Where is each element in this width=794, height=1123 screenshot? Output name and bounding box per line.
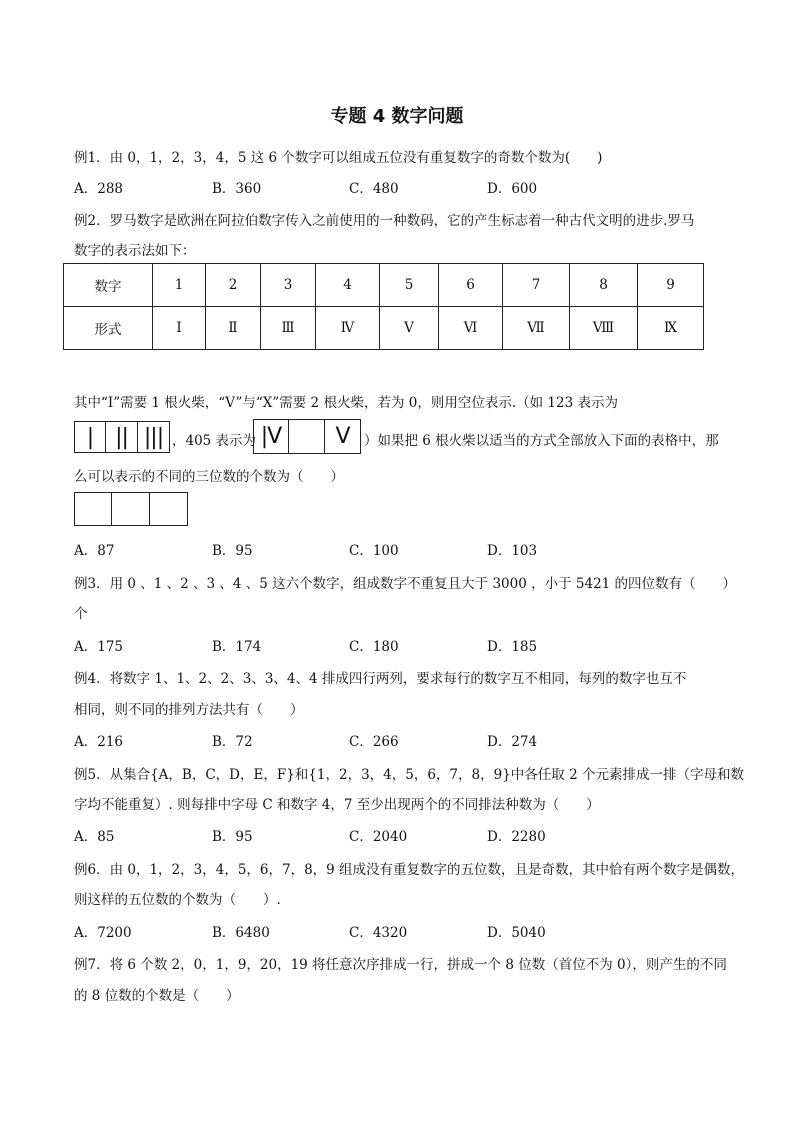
table-cell: Ⅵ — [439, 307, 503, 350]
ex4-question-line1: 例4．将数字 1、1、2、2、3、3、4、4 排成四行两列，要求每行的数字互不相同，每列的数字也互不 — [74, 671, 687, 687]
ex2-option-b: B．95 — [212, 543, 253, 559]
answer-grid — [74, 492, 188, 526]
table-row — [64, 307, 704, 350]
ex2-question-line1: 例2．罗马数字是欧洲在阿拉伯数字传入之前使用的一种数码，它的产生标志着一种古代文明的进步.罗马 — [74, 213, 695, 229]
ex5-question-line1: 例5．从集合{A，B，C，D，E，F}和{1，2，3，4，5，6，7，8，9}中各任取 2 个元素排成一排（字母和数 — [74, 767, 744, 783]
table-cell: 9 — [638, 264, 704, 307]
ex3-question-line1: 例3．用 0 、1 、2 、3 、4 、5 这六个数字，组成数字不重复且大于 3000 ，小于 5421 的四位数有（ ） — [74, 576, 737, 592]
ex7-question-line1: 例7．将 6 个数 2，0，1，9，20，19 将任意次序排成一行，拼成一个 8 位数（首位不为 0），则产生的不同 — [74, 957, 727, 973]
ex4-option-c: C．266 — [349, 734, 399, 750]
matchstick-example-123 — [74, 421, 170, 453]
ex3-option-b: B．174 — [212, 639, 262, 655]
table-cell: 8 — [570, 264, 638, 307]
roman-numeral-table — [63, 263, 704, 350]
matchstick-cell: ||| — [138, 421, 170, 453]
matchstick-cell — [289, 419, 325, 454]
ex2-text-405-label: ，405 表示为 — [172, 433, 257, 449]
matchstick-example-405 — [253, 419, 361, 454]
table-cell: Ⅸ — [638, 307, 704, 350]
ex5-option-a: A．85 — [74, 829, 115, 845]
table-cell: 形式 — [64, 307, 153, 350]
matchstick-cell: V — [325, 419, 361, 454]
matchstick-cell: | — [74, 421, 106, 453]
ex6-option-d: D．5040 — [487, 925, 546, 941]
ex6-question-line2: 则这样的五位数的个数为（ ）. — [74, 892, 281, 908]
table-cell: 数字 — [64, 264, 153, 307]
ex6-question-line1: 例6．由 0，1，2，3，4，5，6，7，8，9 组成没有重复数字的五位数，且是奇数，其中恰有两个数字是偶数， — [74, 862, 745, 878]
ex2-text-line1: 其中“Ⅰ”需要 1 根火柴，“V”与“X”需要 2 根火柴，若为 0，则用空位表示.（如 123 表示为 — [74, 395, 618, 411]
ex1-option-d: D．600 — [487, 181, 538, 197]
ex2-text-line3: 么可以表示的不同的三位数的个数为（ ） — [74, 469, 344, 485]
ex1-option-c: C．480 — [349, 181, 399, 197]
ex1-question: 例1．由 0，1，2，3，4，5 这 6 个数字可以组成五位没有重复数字的奇数个数为( ) — [74, 150, 603, 166]
ex2-option-c: C．100 — [349, 543, 399, 559]
page-title: 专题 4 数字问题 — [330, 106, 464, 127]
answer-grid-cell — [150, 492, 188, 526]
ex2-question-line2: 数字的表示法如下： — [74, 243, 196, 259]
ex4-option-b: B．72 — [212, 734, 253, 750]
ex7-question-line2: 的 8 位数的个数是（ ） — [74, 988, 240, 1004]
ex4-option-a: A．216 — [74, 734, 124, 750]
ex5-question-line2: 字均不能重复）. 则每排中字母 C 和数字 4，7 至少出现两个的不同排法种数为（ ） — [74, 797, 600, 813]
ex5-option-b: B．95 — [212, 829, 253, 845]
table-cell: 6 — [439, 264, 503, 307]
ex2-option-a: A．87 — [74, 543, 115, 559]
ex6-option-b: B．6480 — [212, 925, 270, 941]
ex3-option-d: D．185 — [487, 639, 538, 655]
ex3-question-line2: 个 — [74, 606, 88, 622]
answer-grid-cell — [74, 492, 112, 526]
table-cell: 7 — [503, 264, 570, 307]
table-cell: Ⅷ — [570, 307, 638, 350]
table-cell: 3 — [261, 264, 316, 307]
matchstick-cell: || — [106, 421, 138, 453]
table-cell: 1 — [153, 264, 206, 307]
table-cell: Ⅰ — [153, 307, 206, 350]
ex1-option-a: A．288 — [74, 181, 124, 197]
answer-grid-cell — [112, 492, 150, 526]
ex3-option-a: A．175 — [74, 639, 124, 655]
table-cell: 4 — [316, 264, 380, 307]
ex4-question-line2: 相同，则不同的排列方法共有（ ） — [74, 702, 304, 718]
table-cell: Ⅱ — [206, 307, 261, 350]
ex6-option-a: A．7200 — [74, 925, 132, 941]
matchstick-cell: |V — [253, 419, 289, 454]
table-cell: 5 — [380, 264, 439, 307]
table-cell: Ⅶ — [503, 307, 570, 350]
ex5-option-c: C．2040 — [349, 829, 408, 845]
ex1-option-b: B．360 — [212, 181, 262, 197]
table-row — [64, 264, 704, 307]
ex6-option-c: C．4320 — [349, 925, 408, 941]
table-cell: 2 — [206, 264, 261, 307]
table-cell: Ⅲ — [261, 307, 316, 350]
ex2-option-d: D．103 — [487, 543, 538, 559]
ex2-text-line2: ）如果把 6 根火柴以适当的方式全部放入下面的表格中，那 — [364, 433, 719, 449]
table-cell: Ⅳ — [316, 307, 380, 350]
ex3-option-c: C．180 — [349, 639, 399, 655]
ex4-option-d: D．274 — [487, 734, 538, 750]
ex5-option-d: D．2280 — [487, 829, 546, 845]
table-cell: Ⅴ — [380, 307, 439, 350]
